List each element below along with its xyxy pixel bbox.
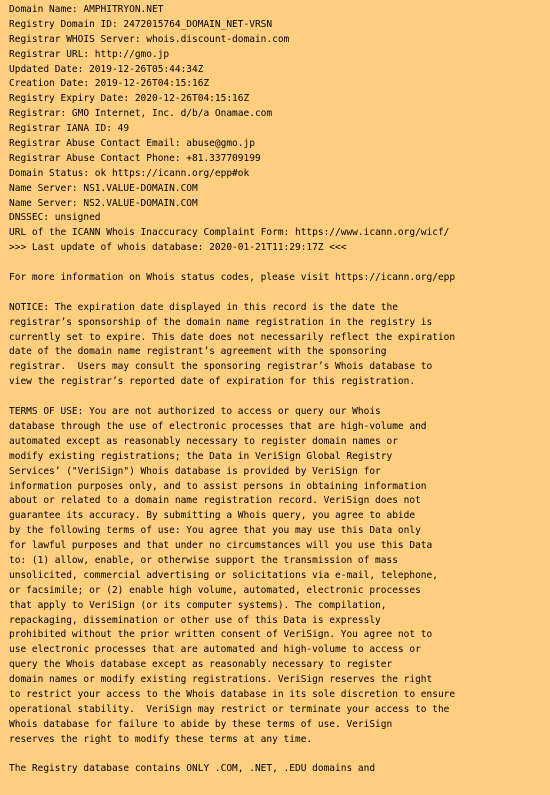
whois-line: Registrar IANA ID: 49	[9, 123, 130, 135]
whois-line	[9, 748, 550, 763]
whois-line: to: (1) allow, enable, or otherwise support the transmission of mass	[9, 554, 398, 566]
whois-line: Services’ ("VeriSign") Whois database is provided by VeriSign for	[9, 465, 381, 477]
whois-line: query the Whois database except as reasonably necessary to register	[9, 659, 393, 671]
whois-line: Registrar Abuse Contact Email: abuse@gmo.jp	[9, 138, 255, 150]
whois-line: view the registrar’s reported date of expiration for this registration.	[9, 376, 416, 388]
whois-line: Domain Status: ok https://icann.org/epp#ok	[9, 167, 250, 179]
whois-line: registrar. Users may consult the sponsoring registrar’s Whois database to	[9, 361, 433, 373]
whois-line	[9, 256, 550, 271]
whois-line: Name Server: NS2.VALUE-DOMAIN.COM	[9, 197, 198, 209]
whois-line: database through the use of electronic processes that are high-volume and	[9, 420, 427, 432]
whois-line: domain names or modify existing registrations. VeriSign reserves the right	[9, 674, 433, 686]
whois-line: TERMS OF USE: You are not authorized to access or query our Whois	[9, 406, 381, 418]
whois-line: unsolicited, commercial advertising or solicitations via e-mail, telephone,	[9, 569, 438, 581]
whois-line: use electronic processes that are automated and high-volume to access or	[9, 644, 421, 656]
whois-line: For more information on Whois status codes, please visit https://icann.org/epp	[9, 272, 456, 284]
whois-line: automated except as reasonably necessary to register domain names or	[9, 435, 398, 447]
whois-line: The Registry database contains ONLY .COM, .NET, .EDU domains and	[9, 763, 376, 775]
whois-line	[9, 286, 550, 301]
whois-line: about or related to a domain name registration record. VeriSign does not	[9, 495, 421, 507]
whois-line: to restrict your access to the Whois database in its sole discretion to ensure	[9, 688, 456, 700]
whois-line: date of the domain name registrant’s agreement with the sponsoring	[9, 346, 387, 358]
whois-line: Name Server: NS1.VALUE-DOMAIN.COM	[9, 182, 198, 194]
whois-line: Registrar: GMO Internet, Inc. d/b/a Onamae.com	[9, 108, 273, 120]
whois-line: DNSSEC: unsigned	[9, 212, 101, 224]
whois-line: Registry Expiry Date: 2020-12-26T04:15:16Z	[9, 93, 250, 105]
whois-line: by the following terms of use: You agree that you may use this Data only	[9, 525, 421, 537]
whois-line: or facsimile; or (2) enable high volume, automated, electronic processes	[9, 584, 421, 596]
whois-line: repackaging, dissemination or other use of this Data is expressly	[9, 614, 381, 626]
whois-line: registrar’s sponsorship of the domain name registration in the registry is	[9, 316, 433, 328]
whois-line: operational stability. VeriSign may restrict or terminate your access to the	[9, 703, 450, 715]
whois-line: Creation Date: 2019-12-26T04:15:16Z	[9, 78, 210, 90]
whois-line: Registrar Abuse Contact Phone: +81.337709199	[9, 152, 261, 164]
whois-line: NOTICE: The expiration date displayed in this record is the date the	[9, 301, 398, 313]
whois-line: guarantee its accuracy. By submitting a Whois query, you agree to abide	[9, 510, 416, 522]
whois-line: Registrar URL: http://gmo.jp	[9, 48, 170, 60]
whois-line: URL of the ICANN Whois Inaccuracy Complaint Form: https://www.icann.org/wicf/	[9, 227, 450, 239]
whois-line: modify existing registrations; the Data in VeriSign Global Registry	[9, 450, 393, 462]
whois-line: reserves the right to modify these terms at any time.	[9, 733, 313, 745]
whois-line: Registrar WHOIS Server: whois.discount-domain.com	[9, 33, 290, 45]
whois-line: for lawful purposes and that under no circumstances will you use this Data	[9, 540, 433, 552]
whois-line: that apply to VeriSign (or its computer systems). The compilation,	[9, 599, 387, 611]
whois-line: prohibited without the prior written consent of VeriSign. You agree not to	[9, 629, 433, 641]
whois-line: Whois database for failure to abide by these terms of use. VeriSign	[9, 718, 393, 730]
whois-line: Registry Domain ID: 2472015764_DOMAIN_NET-VRSN	[9, 18, 273, 30]
whois-line: currently set to expire. This date does not necessarily reflect the expiration	[9, 331, 456, 343]
whois-line: information purposes only, and to assist persons in obtaining information	[9, 480, 427, 492]
whois-line: Domain Name: AMPHITRYON.NET	[9, 4, 164, 15]
whois-line: >>> Last update of whois database: 2020-01-21T11:29:17Z <<<	[9, 242, 347, 254]
whois-line	[9, 390, 550, 405]
whois-line: Updated Date: 2019-12-26T05:44:34Z	[9, 63, 204, 75]
